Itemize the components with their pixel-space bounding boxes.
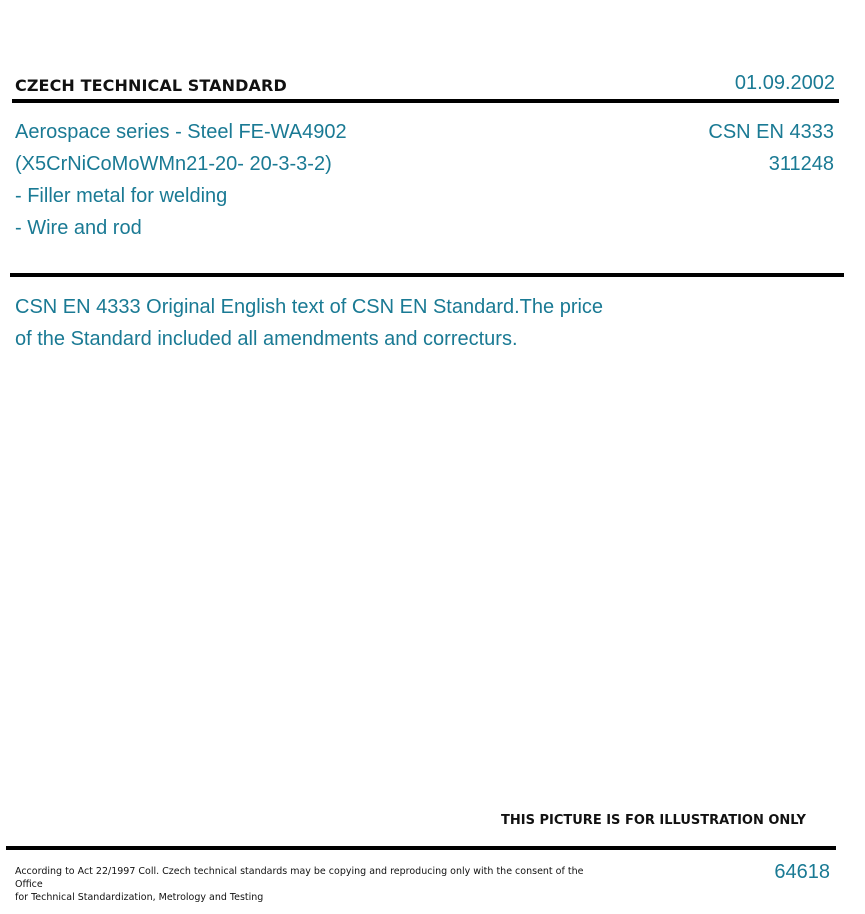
legal-notice-line: for Technical Standardization, Metrology and Testing (15, 892, 264, 903)
document-type-heading: CZECH TECHNICAL STANDARD (15, 76, 287, 95)
legal-notice-line: According to Act 22/1997 Coll. Czech technical standards may be copying and reproducing only with the consent of the Office (15, 866, 584, 890)
standard-title-line: (X5CrNiCoMoWMn21-20- 20-3-3-2) (15, 153, 332, 175)
standard-designation: CSN EN 4333 (708, 121, 834, 143)
illustration-disclaimer: THIS PICTURE IS FOR ILLUSTRATION ONLY (501, 813, 806, 828)
description-line: of the Standard included all amendments and correcturs. (15, 328, 518, 350)
header-divider (12, 99, 839, 103)
footer-divider (6, 846, 836, 850)
standard-title-line: - Wire and rod (15, 217, 142, 239)
standard-identifier-block (708, 116, 834, 180)
standard-description (15, 291, 675, 355)
standard-title-line: Aerospace series - Steel FE-WA4902 (15, 121, 347, 143)
description-line: CSN EN 4333 Original English text of CSN EN Standard.The price (15, 296, 604, 318)
standard-class-number: 311248 (768, 153, 834, 175)
standard-title-line: - Filler metal for welding (15, 185, 228, 207)
standard-title-block (15, 116, 347, 244)
section-divider (10, 273, 844, 277)
issue-date: 01.09.2002 (734, 72, 835, 94)
legal-notice (15, 865, 595, 904)
catalog-number: 64618 (774, 861, 830, 883)
